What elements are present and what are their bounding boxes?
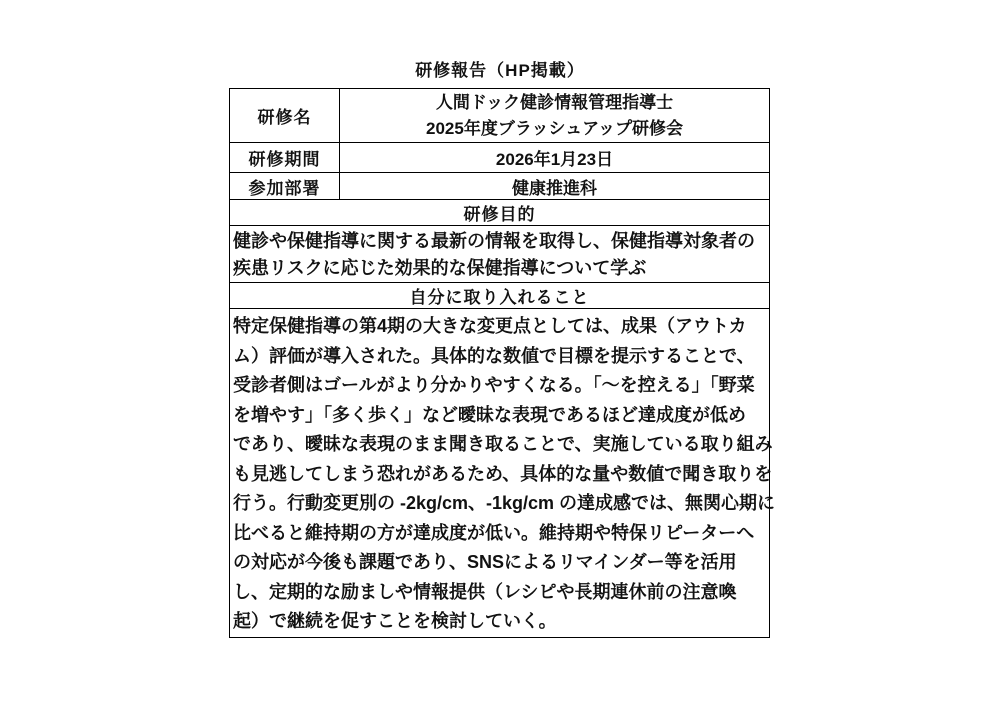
department-label: 参加部署 (230, 173, 340, 200)
takeaway-section-header: 自分に取り入れること (230, 283, 770, 309)
table-row-training-period (230, 143, 770, 173)
table-row-purpose-header (230, 200, 770, 226)
training-period-label: 研修期間 (230, 143, 340, 173)
takeaway-line-1: 特定保健指導の第4期の大きな変更点としては、成果（アウトカ (233, 316, 747, 336)
table-row-purpose-text (230, 226, 770, 283)
takeaway-line-7: 行う。行動変更別の -2kg/cm、-1kg/cm の達成感では、無関心期に (233, 493, 776, 513)
table-row-takeaway-text (230, 309, 770, 638)
report-table (229, 88, 776, 638)
takeaway-line-6: も見逃してしまう恐れがあるため、具体的な量や数値で聞き取りを (233, 463, 773, 484)
takeaway-line-3: 受診者側はゴールがより分かりやすくなる。「～を控える」「野菜 (233, 375, 755, 395)
purpose-line-2: 疾患リスクに応じた効果的な保健指導について学ぶ (233, 258, 647, 278)
training-name-line-2: 2025年度ブラッシュアップ研修会 (426, 118, 683, 138)
takeaway-line-2: ム）評価が導入された。具体的な数値で目標を提示することで、 (233, 345, 755, 366)
purpose-section-header: 研修目的 (230, 200, 770, 226)
purpose-line-1: 健診や保健指導に関する最新の情報を取得し、保健指導対象者の (233, 231, 755, 251)
takeaway-line-8: 比べると維持期の方が達成度が低い。維持期や特保リピーターへ (233, 522, 755, 543)
takeaway-line-10: し、定期的な励ましや情報提供（レシピや長期連休前の注意喚 (233, 581, 737, 602)
training-name-value (340, 89, 770, 143)
takeaway-line-9: の対応が今後も課題であり、SNSによるリマインダー等を活用 (233, 552, 737, 572)
purpose-text-cell (230, 226, 770, 283)
takeaway-line-4: を増やす」「多く歩く」など曖昧な表現であるほど達成度が低め (233, 404, 746, 425)
table-row-department (230, 173, 770, 200)
department-value: 健康推進科 (340, 173, 770, 200)
table-row-training-name (230, 89, 770, 143)
document-title: 研修報告（HP掲載） (415, 61, 585, 80)
training-period-value: 2026年1月23日 (340, 143, 770, 173)
training-name-label: 研修名 (230, 89, 340, 143)
training-name-line-1: 人間ドック健診情報管理指導士 (435, 92, 674, 112)
takeaway-text-cell (230, 309, 776, 638)
takeaway-line-5: であり、曖昧な表現のまま聞き取ることで、実施している取り組み (233, 434, 773, 454)
table-row-takeaway-header (230, 283, 770, 309)
takeaway-line-11: 起）で継続を促すことを検討していく。 (233, 611, 557, 631)
